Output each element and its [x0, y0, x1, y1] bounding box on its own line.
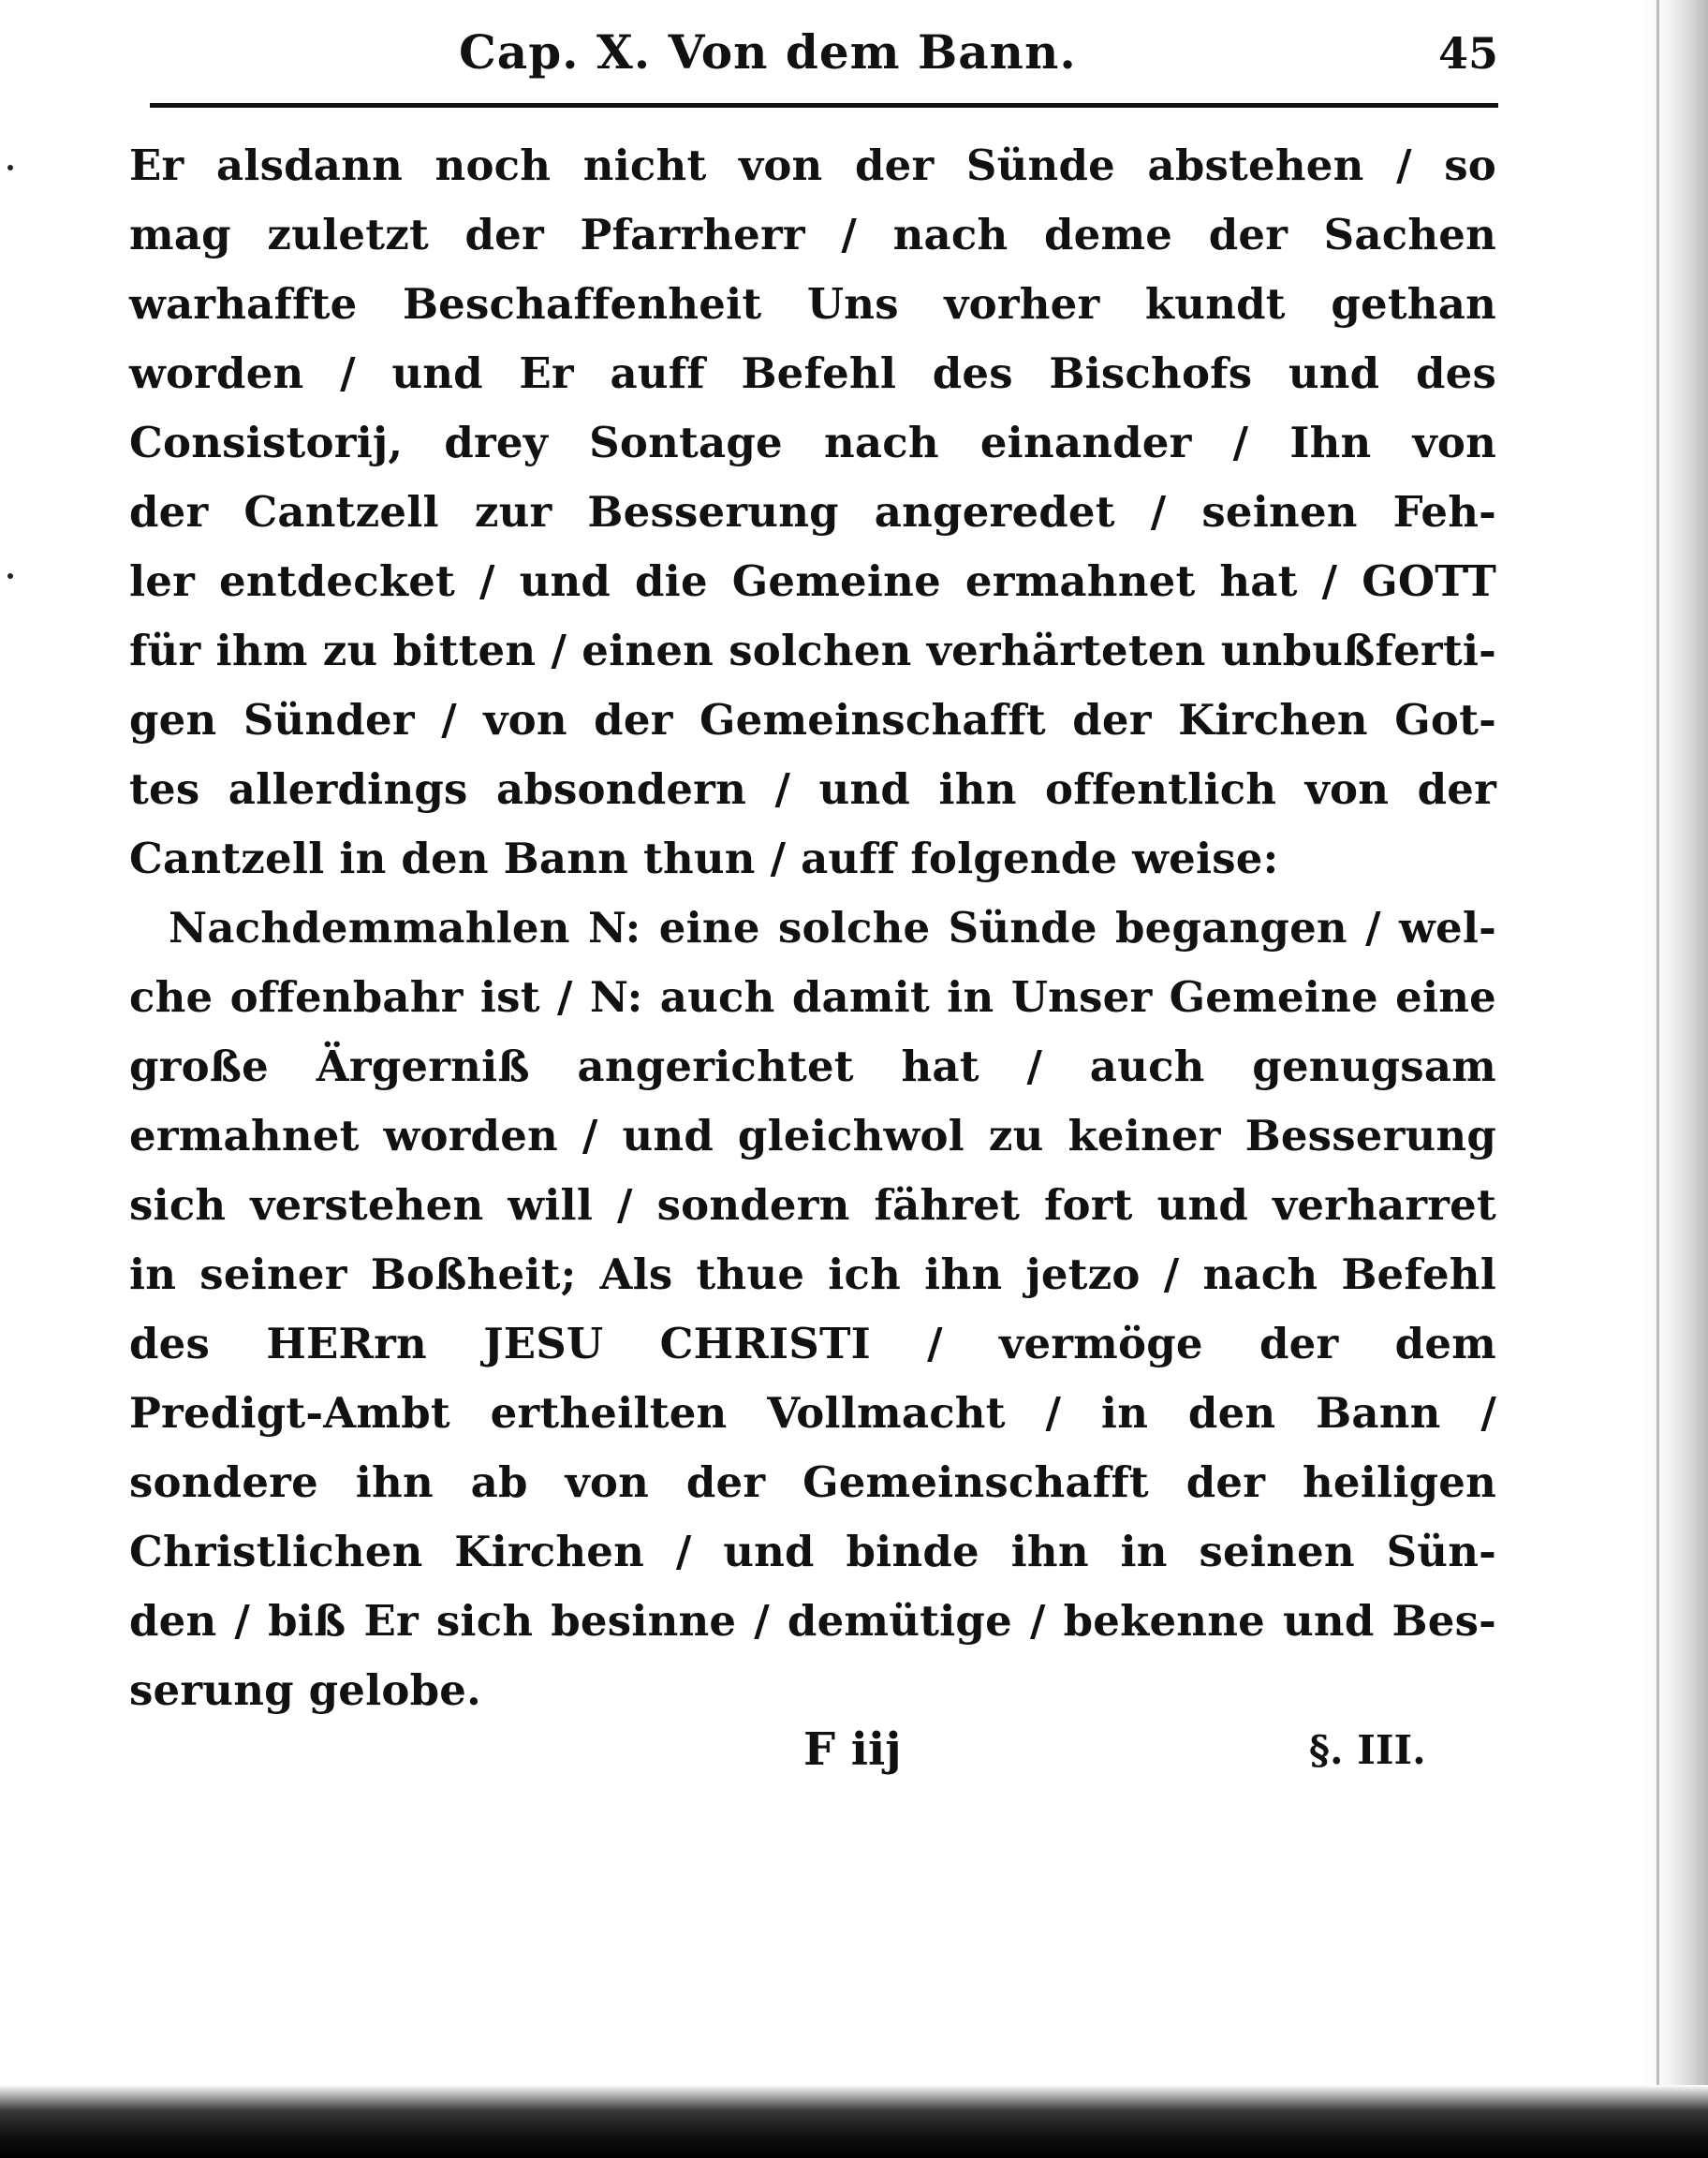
- scan-speck: [7, 573, 13, 579]
- text-line: für ihm zu bitten / einen solchen verhärteten unbußferti-: [129, 626, 1496, 675]
- text-line: worden / und Er auff Befehl des Bischofs und des: [129, 348, 1496, 398]
- text-line: sondere ihn ab von der Gemeinschafft der heiligen: [129, 1457, 1496, 1507]
- text-line: Christlichen Kirchen / und binde ihn in seinen Sün-: [129, 1527, 1496, 1576]
- text-line: des HERrn JESU CHRISTI / vermöge der dem: [129, 1319, 1496, 1368]
- text-line: große Ärgerniß angerichtet hat / auch genugsam: [129, 1042, 1496, 1091]
- page-number: 45: [1437, 28, 1498, 79]
- page-edge-line: [1656, 0, 1659, 2158]
- text-line: ermahnet worden / und gleichwol zu keiner Besserung: [129, 1111, 1496, 1160]
- text-line: che offenbahr ist / N: auch damit in Unser Gemeine eine: [129, 972, 1496, 1022]
- running-head: Cap. X. Von dem Bann.: [459, 24, 1077, 80]
- text-line: serung gelobe.: [129, 1665, 482, 1715]
- text-line: tes allerdings absondern / und ihn offentlich von der: [129, 764, 1496, 814]
- text-line: Consistorij, drey Sontage nach einander / Ihn von: [129, 418, 1496, 467]
- scan-bottom-shadow: [0, 2085, 1708, 2158]
- page-header: [150, 21, 1498, 96]
- text-line: mag zuletzt der Pfarrherr / nach deme der Sachen: [129, 210, 1496, 259]
- text-line: Er alsdann noch nicht von der Sünde abstehen / so: [129, 140, 1496, 190]
- page-footer: [129, 1723, 1496, 1798]
- text-line: in seiner Boßheit; Als thue ich ihn jetzo / nach Befehl: [129, 1249, 1496, 1299]
- body-text: [129, 131, 1496, 1725]
- text-line: ler entdecket / und die Gemeine ermahnet hat / GOTT: [129, 556, 1496, 606]
- header-rule: [150, 103, 1498, 108]
- signature-mark: F iij: [803, 1723, 902, 1776]
- text-line: der Cantzell zur Besserung angeredet / seinen Feh-: [129, 487, 1496, 537]
- text-line: Predigt-Ambt ertheilten Vollmacht / in den Bann /: [129, 1388, 1496, 1438]
- text-line: den / biß Er sich besinne / demütige / bekenne und Bes-: [129, 1596, 1496, 1646]
- text-line: gen Sünder / von der Gemeinschafft der Kirchen Got-: [129, 695, 1496, 745]
- catchword: §. III.: [1309, 1727, 1426, 1773]
- text-line: warhaffte Beschaffenheit Uns vorher kundt gethan: [129, 279, 1496, 329]
- page-edge-shadow: [1641, 0, 1708, 2158]
- text-line: sich verstehen will / sondern fähret fort und verharret: [129, 1180, 1496, 1230]
- paragraph-start-line: Nachdemmahlen N: eine solche Sünde begangen / wel-: [169, 903, 1496, 953]
- text-line: Cantzell in den Bann thun / auff folgende weise:: [129, 834, 1279, 883]
- scan-speck: [7, 165, 13, 170]
